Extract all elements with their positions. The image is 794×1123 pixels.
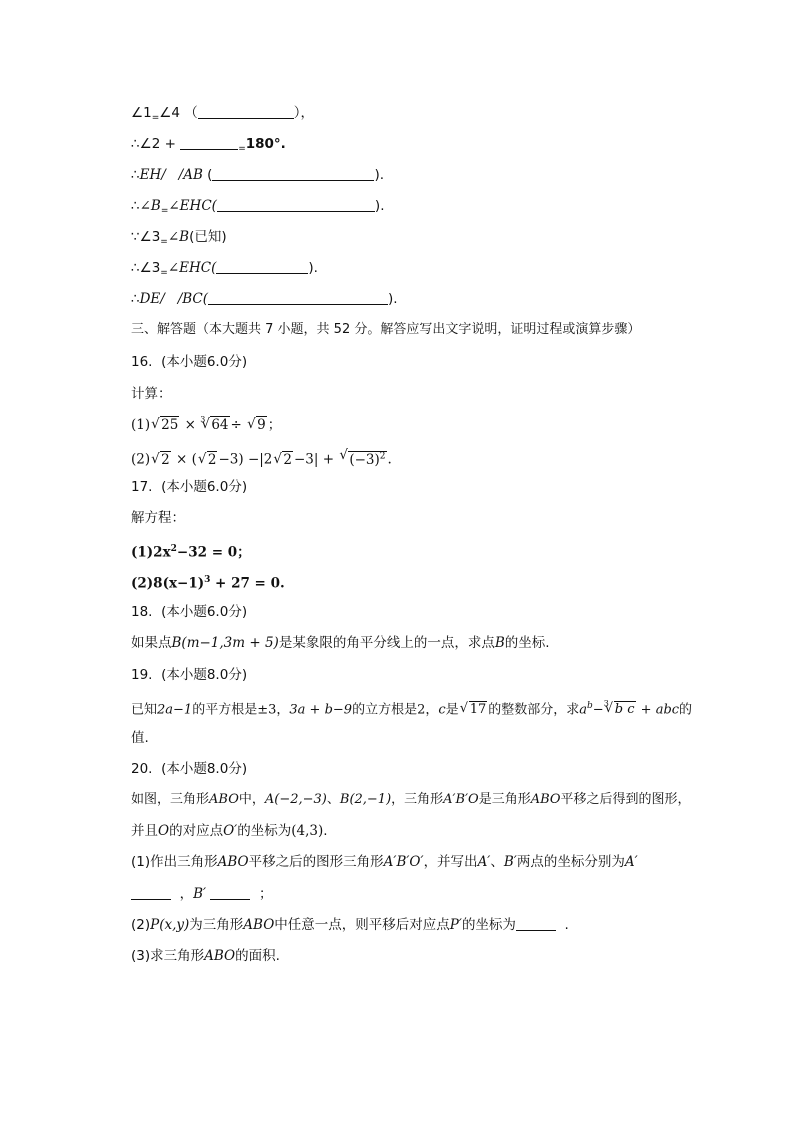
text: ÷ [230, 417, 247, 433]
sqrt [151, 416, 180, 434]
question-19-header [131, 666, 247, 684]
question-score: (本小题8.0分) [161, 667, 248, 683]
math: A′B′O [443, 792, 479, 807]
math: B′ [193, 886, 207, 902]
question-number: 16. [131, 354, 153, 370]
root-index: 3 [200, 415, 206, 424]
math: ∠B [139, 198, 161, 214]
text: ； [267, 417, 282, 433]
text: 如图，三角形 [131, 792, 210, 807]
answer-blank[interactable] [217, 211, 375, 212]
sqrt [339, 447, 387, 469]
text: ). [388, 291, 398, 307]
part-label: (2) [131, 451, 151, 468]
radicand: 17 [469, 702, 487, 718]
question-16-intro: 计算： [131, 386, 172, 402]
text: ( [207, 167, 213, 183]
math: ∠EHC( [167, 260, 217, 276]
text: ). [374, 167, 385, 183]
text: . [387, 451, 392, 468]
question-17-intro: 解方程： [131, 510, 185, 526]
math: ABO [209, 792, 239, 807]
question-19-continued: 值. [131, 730, 149, 746]
math: B(2,−1) [339, 792, 392, 807]
question-number: 19. [131, 667, 153, 683]
question-16-part-1 [131, 416, 281, 436]
text: (3)求三角形 [131, 948, 205, 964]
math: − [592, 702, 604, 718]
question-score: (本小题6.0分) [161, 604, 248, 620]
text: 中任意一点，则平移后对应点 [274, 917, 450, 933]
text: 180°. [245, 136, 286, 152]
cube-root [201, 416, 230, 434]
math: A(−2,−3) [264, 792, 327, 807]
text: ， [425, 702, 439, 718]
question-score: (本小题6.0分) [161, 479, 248, 495]
math: 8(x−1) [153, 575, 205, 592]
sqrt [460, 701, 489, 719]
text: 是某象限的角平分线上的一点，求点 [278, 635, 495, 651]
text: ，并写出 [423, 854, 478, 870]
text: 已知 [131, 702, 158, 718]
math: ∠B [167, 229, 190, 245]
radicand: 2 [283, 451, 292, 468]
question-score: (本小题6.0分) [161, 354, 248, 370]
math: DE/ [139, 291, 165, 307]
exponent: 3 [204, 575, 211, 585]
text: 两点的坐标分别为 [516, 854, 625, 870]
math: A′B′O′ [383, 854, 424, 870]
math: ±3 [257, 702, 277, 718]
math: ABO [530, 792, 561, 807]
text: ). [308, 260, 318, 276]
answer-blank[interactable] [208, 304, 388, 305]
text: ∠4 [159, 105, 180, 121]
exponent: 2 [170, 544, 177, 554]
text: 的面积. [235, 948, 280, 964]
text: ； [258, 886, 273, 902]
sqrt [198, 451, 219, 469]
math: ABO [217, 854, 249, 870]
question-17-header [131, 478, 247, 496]
question-20-header [131, 760, 247, 778]
answer-blank[interactable] [198, 118, 294, 119]
text: 的整数部分，求 [488, 702, 580, 718]
text: 并且 [131, 823, 158, 839]
math: O′ [223, 823, 238, 839]
text: × ( [171, 451, 197, 468]
math: B(m−1,3m + 5) [171, 635, 279, 651]
text: = [160, 268, 168, 278]
exponent: 2 [379, 451, 386, 461]
question-score: (本小题8.0分) [161, 761, 248, 777]
text: 的坐标为 [237, 823, 292, 839]
exponent: b [587, 701, 593, 711]
answer-blank[interactable] [180, 149, 238, 150]
math: (4,3) [291, 823, 324, 839]
answer-blank[interactable] [216, 273, 308, 274]
math: O [158, 823, 170, 839]
proof-line-7 [131, 290, 398, 308]
math: /AB [178, 167, 203, 183]
math: /BC( [177, 291, 209, 307]
text: −3| + [294, 451, 339, 468]
math: c [438, 702, 446, 718]
question-18-header [131, 603, 247, 621]
section-heading: 三、解答题（本大题共 7 小题，共 52 分。解答应写出文字说明，证明过程或演算步骤） [131, 322, 641, 337]
proof-line-1 [131, 104, 314, 127]
question-16-part-2 [131, 447, 392, 469]
proof-line-3 [131, 166, 384, 184]
text: × [180, 417, 201, 433]
text: ∴ [131, 198, 140, 214]
question-20-part-1-continued [131, 885, 272, 903]
text: . [323, 823, 328, 839]
question-17-part-2 [131, 571, 285, 593]
text: 的 [679, 702, 693, 718]
sqrt [273, 451, 294, 469]
question-18-body [131, 634, 550, 652]
text: 、 [490, 854, 504, 870]
text: 的立方根是 [352, 702, 418, 718]
radicand: (−3) [349, 451, 380, 468]
radicand: b c [614, 702, 635, 718]
math: P(x,y) [150, 917, 190, 933]
text: = [151, 113, 160, 123]
proof-line-5 [131, 228, 227, 251]
math: 2a−1 [157, 702, 193, 718]
text: ∴∠3 [131, 260, 161, 276]
text: ∴∠2 + [131, 136, 176, 152]
question-20-line-2 [131, 822, 328, 840]
answer-blank[interactable] [131, 899, 171, 900]
text: ，三角形 [391, 792, 444, 807]
text: ∵∠3 [131, 229, 161, 245]
text: （ [184, 105, 198, 121]
math: B′ [503, 854, 517, 870]
math: a [579, 702, 588, 718]
text: 的平方根是 [192, 702, 258, 718]
radicand: 64 [211, 417, 229, 433]
answer-blank[interactable] [212, 180, 374, 181]
math: + abc [636, 702, 680, 718]
math: ∠EHC( [168, 198, 217, 214]
math: 2 [417, 702, 426, 718]
question-20-part-3 [131, 947, 280, 965]
text: 的坐标为 [461, 917, 516, 933]
text: ). [374, 198, 385, 214]
text: (2) [131, 917, 151, 933]
root-index: 3 [603, 699, 609, 709]
math: −32 = 0； [176, 544, 251, 561]
radicand: 9 [257, 417, 266, 433]
radicand: 2 [161, 451, 170, 468]
text: 平移之后得到的图形， [560, 792, 691, 807]
text: ∠1 [131, 105, 152, 121]
text: . [564, 917, 569, 933]
text: 、 [326, 792, 340, 807]
sqrt [247, 416, 268, 434]
answer-blank[interactable] [516, 930, 556, 931]
sqrt [151, 451, 172, 469]
question-17-part-1 [131, 540, 251, 562]
math: + 27 = 0. [210, 575, 285, 592]
question-20-part-2 [131, 916, 569, 934]
part-label: (2) [131, 575, 154, 592]
text: = [160, 237, 168, 247]
text: ∴ [131, 291, 140, 307]
question-16-header [131, 353, 247, 371]
text: (1)作出三角形 [131, 854, 218, 870]
part-label: (1) [131, 417, 151, 433]
text: 是 [445, 702, 459, 718]
text: = [238, 144, 246, 154]
text: = [160, 206, 169, 216]
question-number: 17. [131, 479, 153, 495]
text: −3) −|2 [218, 451, 273, 468]
text: ）， [293, 105, 314, 121]
math: 3a + b−9 [289, 702, 353, 718]
text: 为三角形 [189, 917, 244, 933]
proof-line-6 [131, 259, 318, 282]
math: A′ [477, 854, 491, 870]
text: 如果点 [131, 635, 172, 651]
text: 中， [238, 792, 265, 807]
cube-root [605, 701, 637, 719]
text: 的坐标. [504, 635, 550, 651]
question-20-part-1 [131, 853, 638, 871]
text: ∴ [131, 167, 140, 183]
part-label: (1) [131, 544, 154, 561]
question-number: 18. [131, 604, 153, 620]
math: ABO [243, 917, 275, 933]
math: A′ [624, 854, 638, 870]
text: 是三角形 [478, 792, 531, 807]
math: 2x [153, 544, 171, 561]
question-number: 20. [131, 761, 153, 777]
text: 平移之后的图形三角形 [248, 854, 384, 870]
question-19-body [131, 697, 692, 720]
text: 的对应点 [169, 823, 224, 839]
answer-blank[interactable] [210, 899, 250, 900]
math: EH/ [139, 167, 166, 183]
radicand: 2 [207, 451, 217, 468]
math: P′ [449, 917, 462, 933]
text: ， [179, 886, 194, 902]
text: ， [276, 702, 290, 718]
proof-line-2 [131, 135, 286, 158]
math: ABO [204, 948, 236, 964]
math: B [494, 635, 505, 651]
question-20-line-1 [131, 791, 691, 809]
text: (已知) [189, 229, 227, 245]
radicand: 25 [161, 417, 179, 433]
proof-line-4 [131, 197, 384, 220]
